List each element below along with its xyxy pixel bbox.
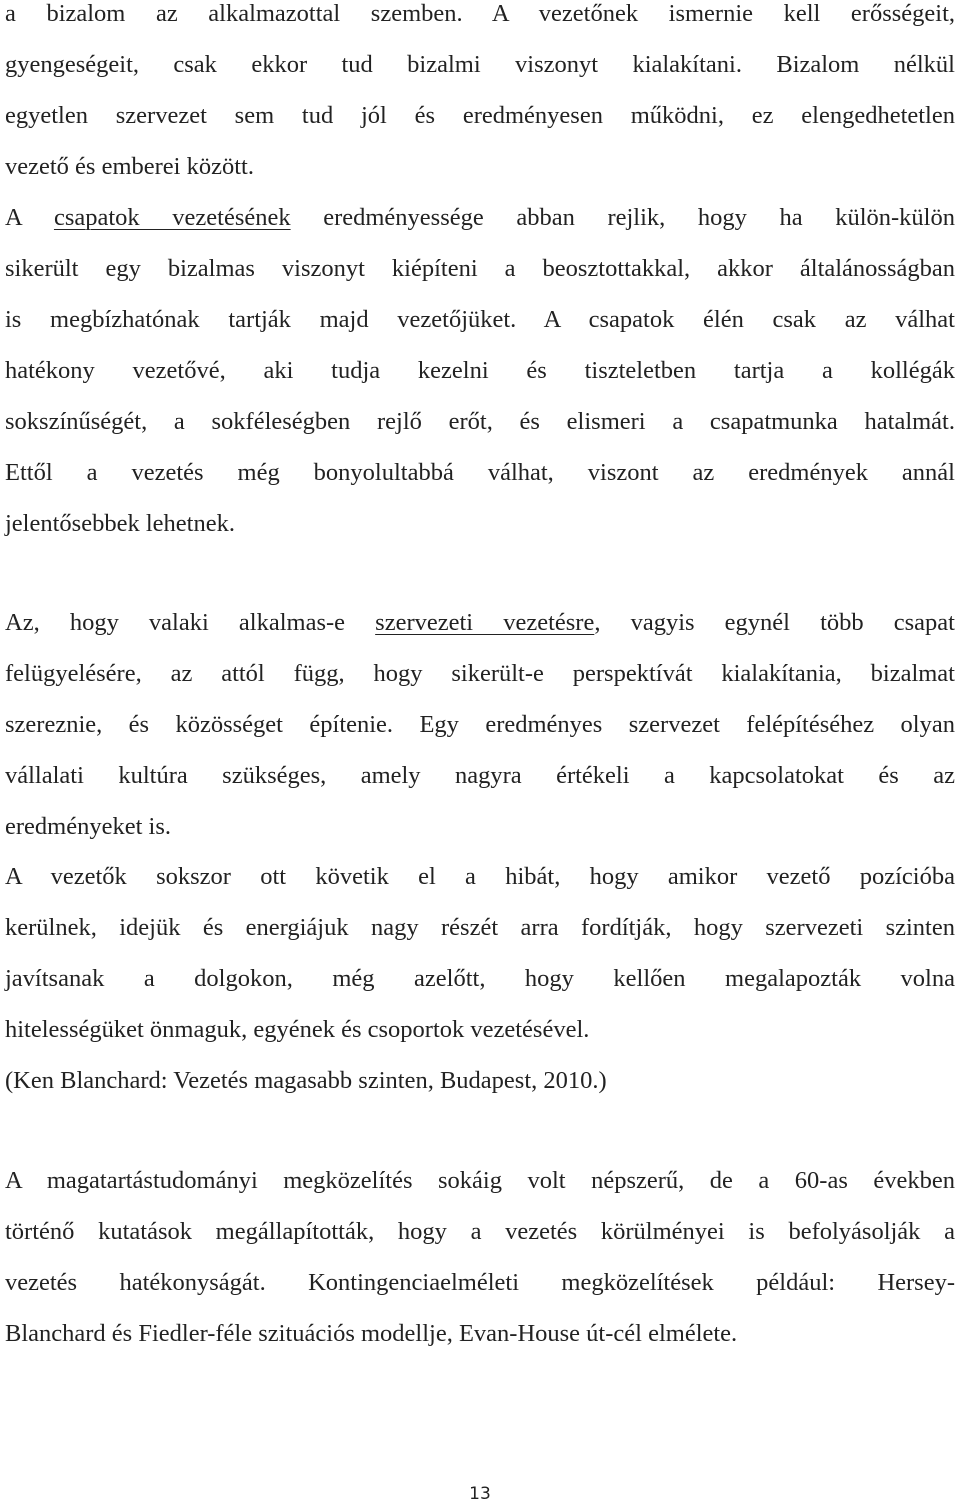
text-line: javítsanak a dolgokon, még azelőtt, hogy kellően megalapozták volna <box>5 965 955 992</box>
text-line: történő kutatások megállapították, hogy a vezetés körülményei is befolyásolják a <box>5 1218 955 1245</box>
text-line: Ettől a vezetés még bonyolultabbá válhat, viszont az eredmények annál <box>5 459 955 486</box>
text-line: vezetés hatékonyságát. Kontingenciaelméleti megközelítések például: Hersey- <box>5 1269 955 1296</box>
text-line: vállalati kultúra szükséges, amely nagyra értékeli a kapcsolatokat és az <box>5 762 955 789</box>
text-line: A magatartástudományi megközelítés sokáig volt népszerű, de a 60-as években <box>5 1167 955 1194</box>
text-line <box>5 192 955 243</box>
text-line: hitelességüket önmaguk, egyének és csoportok vezetésével. <box>5 1016 590 1043</box>
paragraph-trust <box>5 0 955 192</box>
link-organizational-leadership[interactable]: szervezeti vezetésre <box>375 609 595 636</box>
text-line: a bizalom az alkalmazottal szemben. A vezetőnek ismernie kell erősségeit, <box>5 0 955 27</box>
text-line: sikerült egy bizalmas viszonyt kiépíteni a beosztottakkal, akkor általánosságban <box>5 255 955 282</box>
text-line: eredményeket is. <box>5 813 171 840</box>
text-line: kerülnek, idejük és energiájuk nagy részét arra fordítják, hogy szervezeti szinten <box>5 914 955 941</box>
text-line: jelentősebbek lehetnek. <box>5 510 235 537</box>
page-number: 13 <box>469 1484 491 1504</box>
text-line: Blanchard és Fiedler-féle szituációs modellje, Evan-House út-cél elmélete. <box>5 1320 738 1347</box>
paragraph-leader-mistakes <box>5 851 955 1106</box>
link-team-leadership[interactable]: csapatok vezetésének <box>53 204 291 231</box>
paragraph-organizational-leadership <box>5 597 955 852</box>
paragraph-team-leadership <box>5 192 955 549</box>
citation: (Ken Blanchard: Vezetés magasabb szinten, Budapest, 2010.) <box>5 1067 607 1094</box>
text-line: sokszínűségét, a sokféleségben rejlő erőt, és elismeri a csapatmunka hatalmát. <box>5 408 955 435</box>
text-line: is megbízhatónak tartják majd vezetőjüket. A csapatok élén csak az válhat <box>5 306 955 333</box>
text-line: hatékony vezetővé, aki tudja kezelni és tiszteletben tartja a kollégák <box>5 357 955 384</box>
text-fragment: eredményessége abban rejlik, hogy ha külön-külön <box>290 204 955 231</box>
text-line: vezető és emberei között. <box>5 153 254 180</box>
text-line: A vezetők sokszor ott követik el a hibát, hogy amikor vezető pozícióba <box>5 863 955 890</box>
text-line <box>5 597 955 648</box>
text-fragment: Az, hogy valaki alkalmas-e <box>5 609 376 636</box>
paragraph-contingency <box>5 1155 955 1359</box>
text-line: felügyelésére, az attól függ, hogy sikerült-e perspektívát kialakítania, bizalmat <box>5 660 955 687</box>
text-line: gyengeségeit, csak ekkor tud bizalmi viszonyt kialakítani. Bizalom nélkül <box>5 51 955 78</box>
text-line: szereznie, és közösséget építenie. Egy eredményes szervezet felépítéséhez olyan <box>5 711 955 738</box>
text-line: egyetlen szervezet sem tud jól és eredményesen működni, ez elengedhetetlen <box>5 102 955 129</box>
text-fragment: , vagyis egynél több csapat <box>594 609 955 636</box>
text-fragment: A <box>5 204 54 231</box>
